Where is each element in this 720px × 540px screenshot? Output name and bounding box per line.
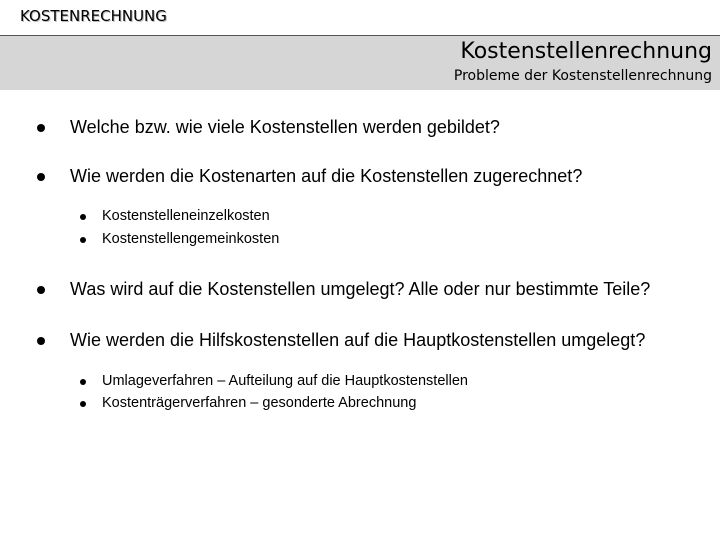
section-label: KOSTENRECHNUNG xyxy=(20,7,167,25)
sub-bullet-text: Umlageverfahren – Aufteilung auf die Hauptkostenstellen xyxy=(102,373,468,389)
slide-title: Kostenstellenrechnung xyxy=(460,39,712,64)
bullet-text: Wie werden die Hilfskostenstellen auf die Hauptkostenstellen umgelegt? xyxy=(70,330,646,350)
bullet-icon xyxy=(37,286,45,294)
bullet-icon xyxy=(37,173,45,181)
bullet-icon xyxy=(37,337,45,345)
sub-bullet-icon xyxy=(80,237,86,243)
sub-bullet-text: Kostenstelleneinzelkosten xyxy=(102,208,270,224)
slide-subtitle: Probleme der Kostenstellenrechnung xyxy=(453,68,712,84)
bullet-icon xyxy=(37,124,45,132)
sub-bullet-icon xyxy=(80,401,86,407)
sub-bullet-text: Kostenträgerverfahren – gesonderte Abrechnung xyxy=(102,395,417,411)
sub-bullet-icon xyxy=(80,214,86,220)
sub-bullet-text: Kostenstellengemeinkosten xyxy=(102,231,280,247)
bullet-text: Was wird auf die Kostenstellen umgelegt? Alle oder nur bestimmte Teile? xyxy=(70,279,651,299)
sub-bullet-icon xyxy=(80,379,86,385)
bullet-text: Welche bzw. wie viele Kostenstellen werden gebildet? xyxy=(70,117,500,137)
bullet-text: Wie werden die Kostenarten auf die Kostenstellen zugerechnet? xyxy=(70,166,583,186)
